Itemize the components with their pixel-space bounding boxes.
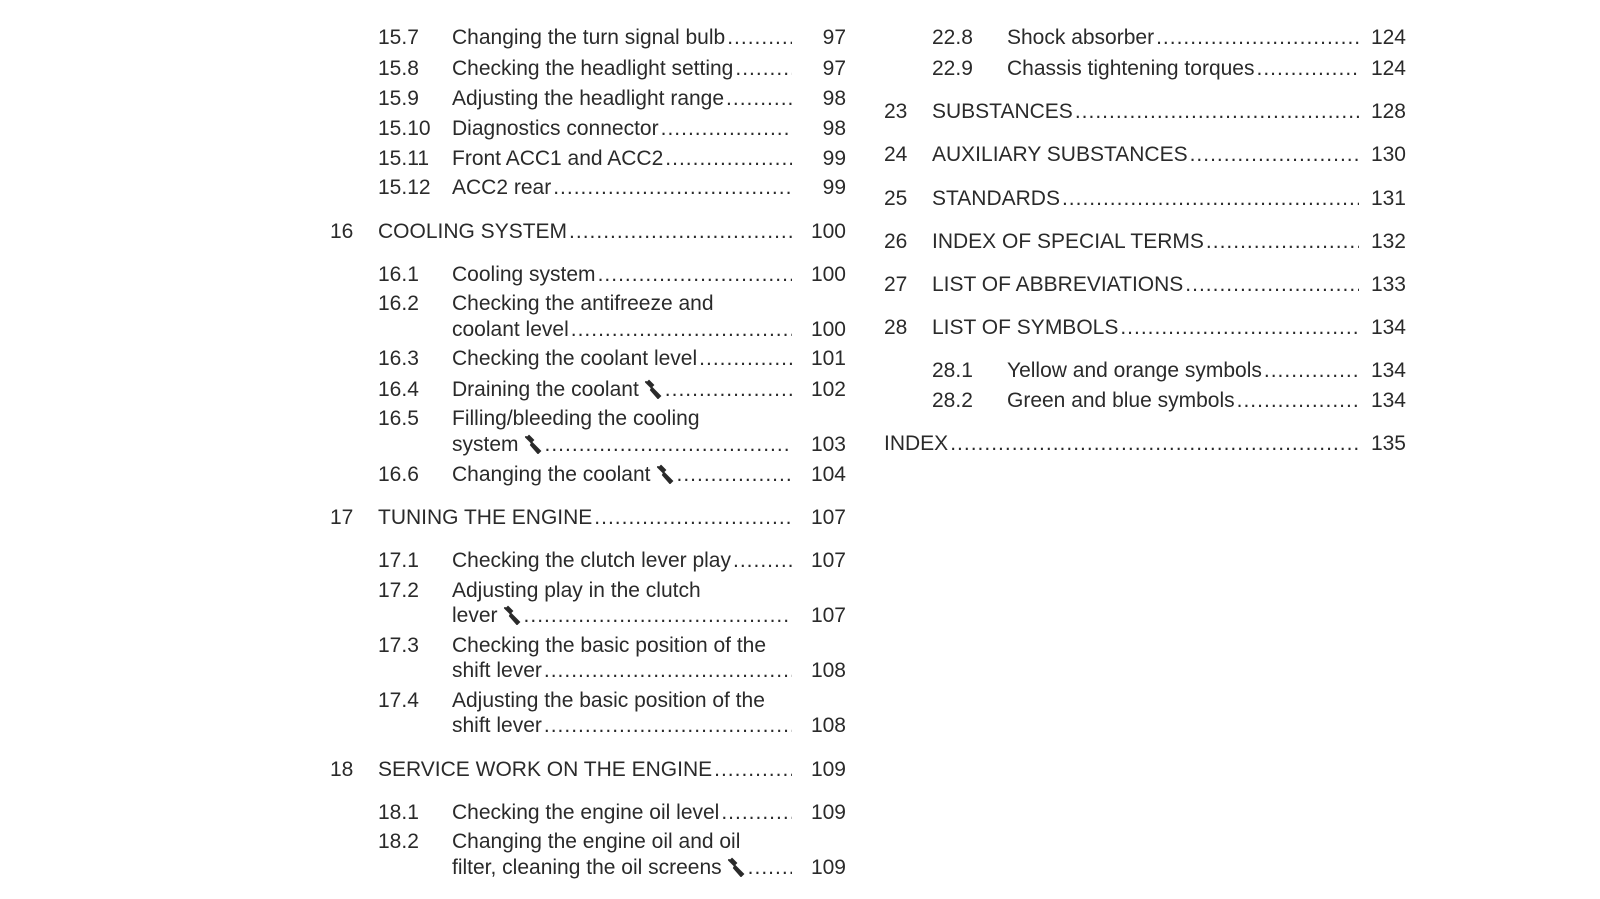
toc-chapter-page: 109	[810, 758, 846, 781]
toc-chapter-page: 134	[1370, 316, 1406, 339]
toc-entry-page: 102	[810, 378, 846, 401]
toc-chapter-23[interactable]	[884, 99, 1407, 125]
toc-entry-15-11[interactable]	[378, 146, 848, 172]
dot-leader	[545, 432, 792, 458]
toc-index-page: 135	[1370, 432, 1406, 455]
toc-entry-title: shift lever	[452, 714, 542, 737]
toc-entry-title: Checking the clutch lever play	[452, 549, 731, 572]
dot-leader	[726, 86, 792, 112]
toc-entry-16-5[interactable]	[378, 406, 848, 460]
toc-entry-title: Diagnostics connector	[452, 117, 659, 140]
toc-chapter-title: AUXILIARY SUBSTANCES	[932, 143, 1188, 166]
dot-leader	[1237, 388, 1359, 414]
toc-entry-title: Checking the engine oil level	[452, 801, 720, 824]
toc-entry-page: 109	[810, 801, 846, 824]
toc-entry-number: 18.2	[378, 830, 419, 853]
toc-entry-number: 17.4	[378, 689, 419, 712]
toc-entry-22-8[interactable]	[932, 25, 1407, 51]
toc-entry-page: 99	[822, 147, 846, 170]
dot-leader	[1206, 229, 1359, 255]
toc-entry-page: 104	[810, 463, 846, 486]
toc-chapter-title: STANDARDS	[932, 187, 1060, 210]
toc-chapter-title: LIST OF SYMBOLS	[932, 316, 1119, 339]
toc-entry-17-1[interactable]	[378, 548, 848, 574]
toc-entry-title: coolant level	[452, 318, 569, 341]
toc-chapter-number: 17	[330, 506, 354, 529]
toc-entry-page: 100	[810, 263, 846, 286]
dot-leader	[661, 116, 792, 142]
toc-entry-number: 16.4	[378, 378, 419, 401]
toc-entry-17-4[interactable]	[378, 688, 848, 742]
toc-chapter-number: 25	[884, 187, 908, 210]
toc-entry-17-3[interactable]	[378, 633, 848, 687]
toc-entry-number: 16.5	[378, 407, 419, 430]
dot-leader	[714, 757, 792, 783]
dot-leader	[950, 431, 1359, 457]
toc-entry-number: 15.8	[378, 57, 419, 80]
toc-chapter-number: 23	[884, 100, 908, 123]
toc-entry-title: Changing the turn signal bulb	[452, 26, 726, 49]
toc-chapter-number: 18	[330, 758, 354, 781]
dot-leader	[553, 175, 792, 201]
toc-entry-17-2[interactable]	[378, 578, 848, 632]
toc-entry-title: Draining the coolant	[452, 378, 639, 401]
toc-chapter-page: 133	[1370, 273, 1406, 296]
toc-chapter-page: 132	[1370, 230, 1406, 253]
wrench-icon	[643, 379, 663, 399]
toc-entry-title: Front ACC1 and ACC2	[452, 147, 664, 170]
toc-entry-title: lever	[452, 604, 498, 627]
toc-entry-16-1[interactable]	[378, 262, 848, 288]
toc-entry-page: 134	[1370, 389, 1406, 412]
toc-entry-page: 97	[822, 57, 846, 80]
dot-leader	[524, 603, 792, 629]
toc-entry-title: system	[452, 433, 519, 456]
dot-leader	[598, 262, 792, 288]
toc-entry-page: 97	[822, 26, 846, 49]
toc-entry-title: Changing the coolant	[452, 463, 651, 486]
dot-leader	[735, 56, 792, 82]
toc-entry-page: 124	[1370, 57, 1406, 80]
wrench-icon	[655, 464, 675, 484]
toc-chapter-title: COOLING SYSTEM	[378, 220, 568, 243]
toc-chapter-18[interactable]	[330, 757, 848, 783]
dot-leader	[665, 377, 792, 403]
toc-entry-28-2[interactable]	[932, 388, 1407, 414]
wrench-icon	[523, 434, 543, 454]
toc-entry-number: 17.3	[378, 634, 419, 657]
dot-leader	[544, 658, 792, 684]
toc-entry-18-2[interactable]	[378, 829, 848, 883]
dot-leader	[727, 25, 792, 51]
toc-chapter-page: 128	[1370, 100, 1406, 123]
toc-entry-title: Checking the headlight setting	[452, 57, 734, 80]
toc-entry-title: ACC2 rear	[452, 176, 552, 199]
toc-chapter-number: 16	[330, 220, 354, 243]
toc-entry-22-9[interactable]	[932, 56, 1407, 82]
toc-chapter-title: SUBSTANCES	[932, 100, 1073, 123]
toc-chapter-number: 24	[884, 143, 908, 166]
toc-entry-page: 103	[810, 433, 846, 456]
toc-entry-16-3[interactable]	[378, 346, 848, 372]
toc-index-title: INDEX	[884, 432, 949, 455]
dot-leader	[569, 219, 792, 245]
toc-entry-number: 16.3	[378, 347, 419, 370]
dot-leader	[1075, 99, 1359, 125]
toc-chapter-27[interactable]	[884, 272, 1407, 298]
toc-entry-page: 107	[810, 604, 846, 627]
toc-entry-number: 16.1	[378, 263, 419, 286]
toc-entry-15-9[interactable]	[378, 86, 848, 112]
dot-leader	[1256, 56, 1359, 82]
toc-entry-page: 98	[822, 87, 846, 110]
toc-entry-16-2[interactable]	[378, 291, 848, 345]
toc-chapter-title: INDEX OF SPECIAL TERMS	[932, 230, 1204, 253]
toc-chapter-28[interactable]	[884, 315, 1407, 341]
toc-entry-number: 28.1	[932, 359, 973, 382]
dot-leader	[571, 317, 792, 343]
toc-entry-number: 15.11	[378, 147, 429, 170]
toc-entry-title: filter, cleaning the oil screens	[452, 856, 722, 879]
toc-entry-page: 98	[822, 117, 846, 140]
toc-chapter-24[interactable]	[884, 142, 1407, 168]
toc-entry-title: Adjusting the headlight range	[452, 87, 725, 110]
toc-entry-number: 15.12	[378, 176, 431, 199]
wrench-icon	[502, 605, 522, 625]
toc-entry-number: 16.2	[378, 292, 419, 315]
toc-entry-number: 16.6	[378, 463, 419, 486]
toc-entry-number: 15.9	[378, 87, 419, 110]
toc-entry-number: 22.9	[932, 57, 973, 80]
dot-leader	[699, 346, 792, 372]
toc-chapter-title: TUNING THE ENGINE	[378, 506, 593, 529]
toc-index[interactable]	[884, 431, 1407, 457]
toc-entry-page: 109	[810, 856, 846, 879]
toc-entry-title-line1: Checking the basic position of the	[452, 634, 767, 657]
dot-leader	[1264, 358, 1359, 384]
toc-entry-number: 28.2	[932, 389, 973, 412]
toc-chapter-25[interactable]	[884, 186, 1407, 212]
toc-entry-number: 17.2	[378, 579, 419, 602]
dot-leader	[1185, 272, 1359, 298]
toc-chapter-page: 131	[1370, 187, 1406, 210]
toc-entry-title: Cooling system	[452, 263, 596, 286]
toc-entry-15-10[interactable]	[378, 116, 848, 142]
toc-entry-page: 108	[810, 714, 846, 737]
dot-leader	[1062, 186, 1359, 212]
toc-entry-page: 107	[810, 549, 846, 572]
toc-entry-15-8[interactable]	[378, 56, 848, 82]
toc-chapter-26[interactable]	[884, 229, 1407, 255]
toc-entry-page: 124	[1370, 26, 1406, 49]
dot-leader	[665, 146, 792, 172]
toc-entry-28-1[interactable]	[932, 358, 1407, 384]
wrench-icon	[726, 857, 746, 877]
toc-entry-16-6[interactable]	[378, 462, 848, 488]
toc-entry-title: Shock absorber	[1007, 26, 1155, 49]
toc-chapter-number: 27	[884, 273, 908, 296]
dot-leader	[594, 505, 792, 531]
toc-chapter-number: 28	[884, 316, 908, 339]
toc-entry-number: 22.8	[932, 26, 973, 49]
toc-entry-15-12[interactable]	[378, 175, 848, 201]
toc-entry-page: 100	[810, 318, 846, 341]
dot-leader	[544, 713, 792, 739]
toc-entry-number: 15.10	[378, 117, 431, 140]
toc-entry-title: Chassis tightening torques	[1007, 57, 1255, 80]
dot-leader	[1120, 315, 1359, 341]
toc-entry-page: 108	[810, 659, 846, 682]
toc-entry-page: 101	[810, 347, 846, 370]
toc-entry-page: 134	[1370, 359, 1406, 382]
dot-leader	[1190, 142, 1359, 168]
toc-chapter-page: 130	[1370, 143, 1406, 166]
dot-leader	[733, 548, 792, 574]
toc-entry-title: Checking the coolant level	[452, 347, 698, 370]
toc-entry-title-line1: Filling/bleeding the cooling	[452, 407, 700, 430]
toc-chapter-title: SERVICE WORK ON THE ENGINE	[378, 758, 713, 781]
toc-chapter-page: 107	[810, 506, 846, 529]
dot-leader	[721, 800, 792, 826]
toc-chapter-17[interactable]	[330, 505, 848, 531]
toc-chapter-number: 26	[884, 230, 908, 253]
dot-leader	[677, 462, 793, 488]
dot-leader	[748, 855, 792, 881]
toc-chapter-title: LIST OF ABBREVIATIONS	[932, 273, 1184, 296]
toc-entry-title-line1: Adjusting the basic position of the	[452, 689, 765, 712]
toc-entry-number: 15.7	[378, 26, 419, 49]
toc-entry-18-1[interactable]	[378, 800, 848, 826]
toc-chapter-16[interactable]	[330, 219, 848, 245]
toc-chapter-page: 100	[810, 220, 846, 243]
toc-entry-title-line1: Adjusting play in the clutch	[452, 579, 701, 602]
toc-entry-title-line1: Changing the engine oil and oil	[452, 830, 741, 853]
toc-entry-number: 17.1	[378, 549, 419, 572]
toc-entry-page: 99	[822, 176, 846, 199]
toc-entry-number: 18.1	[378, 801, 419, 824]
toc-entry-title: Green and blue symbols	[1007, 389, 1235, 412]
toc-entry-title-line1: Checking the antifreeze and	[452, 292, 714, 315]
toc-entry-title: Yellow and orange symbols	[1007, 359, 1262, 382]
toc-entry-15-7[interactable]	[378, 25, 848, 51]
dot-leader	[1156, 25, 1359, 51]
toc-entry-16-4[interactable]	[378, 377, 848, 403]
toc-entry-title: shift lever	[452, 659, 542, 682]
